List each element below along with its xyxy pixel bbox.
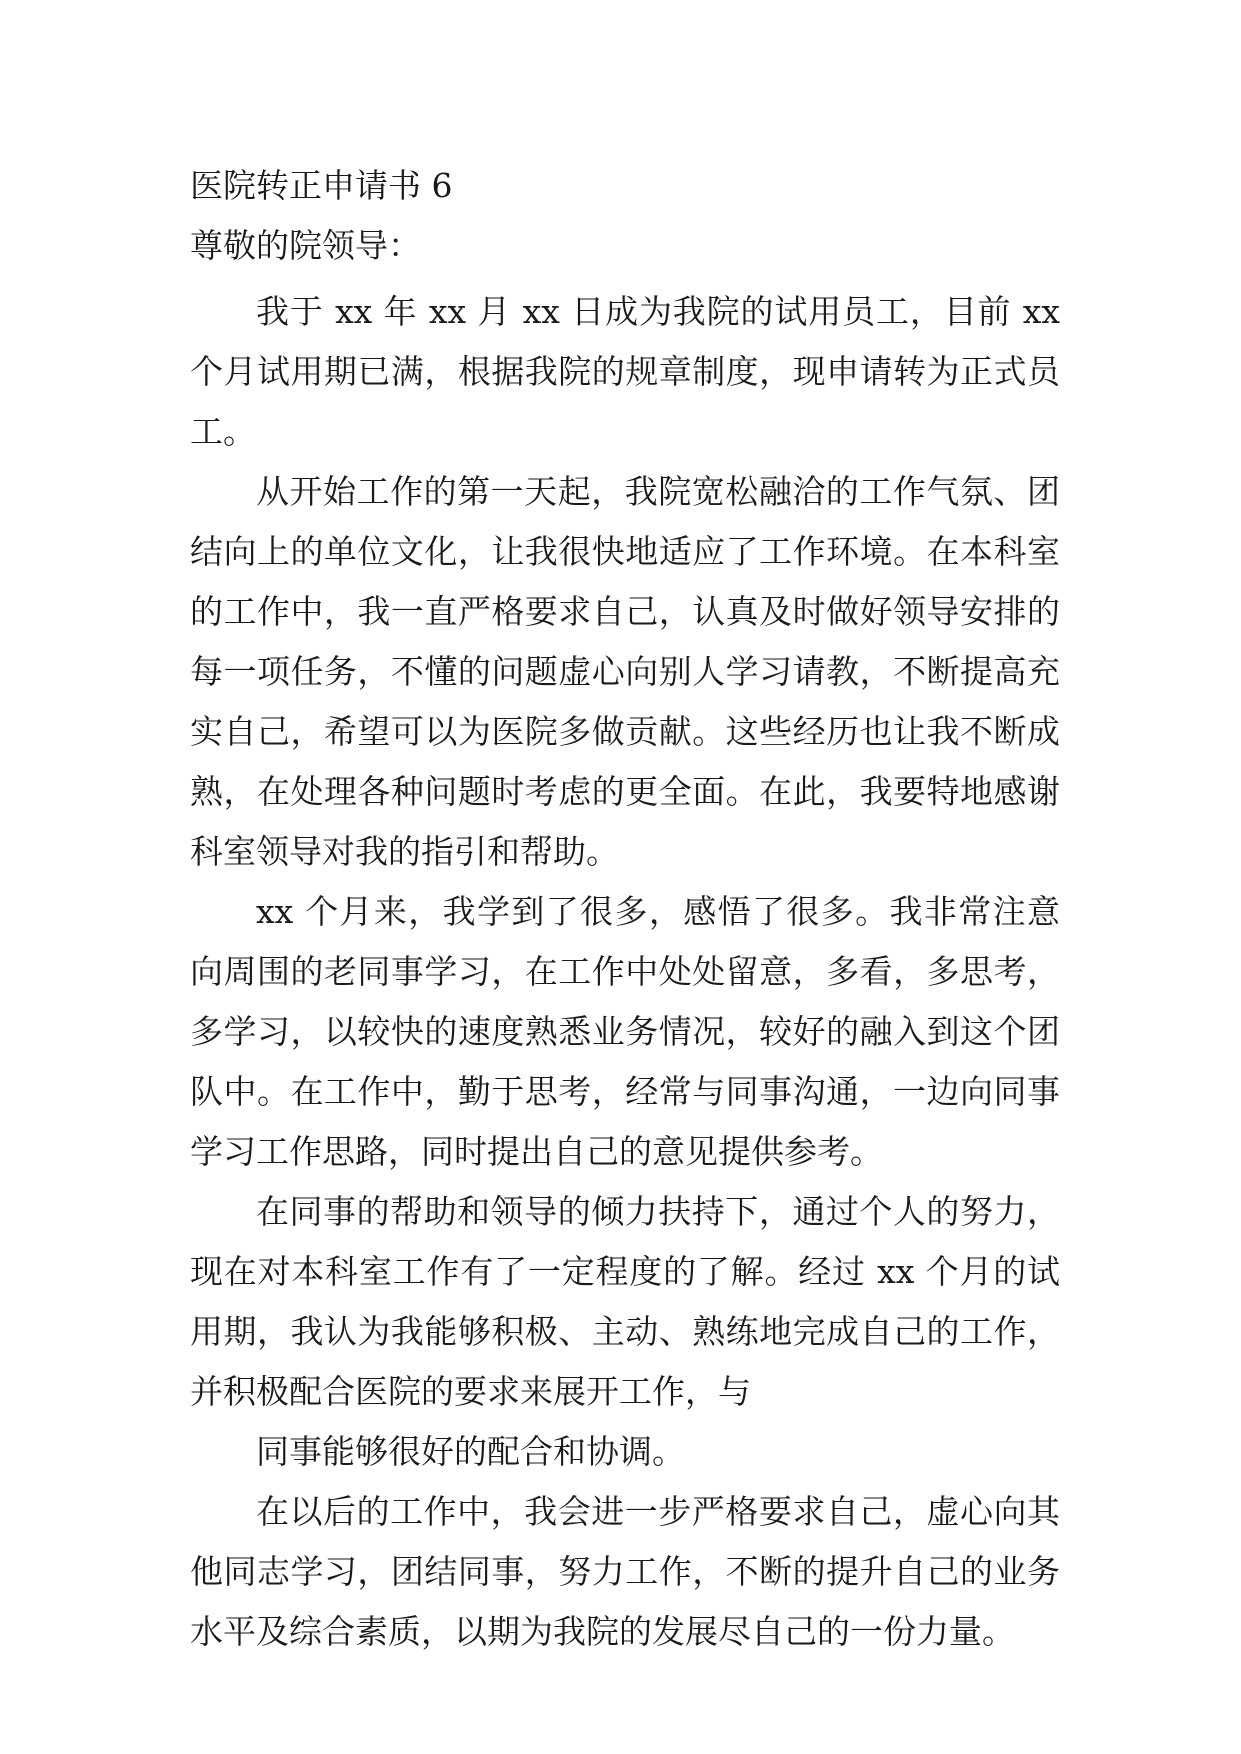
paragraph-learning: xx 个月来，我学到了很多，感悟了很多。我非常注意向周围的老同事学习，在工作中处处留意，多看，多思考，多学习，以较快的速度熟悉业务情况，较好的融入到这个团队中。在工作中，勤于思考，经常与同事沟通，一边向同事学习工作思路，同时提出自己的意见提供参考。 [190,892,1060,1171]
salutation: 尊敬的院领导： [190,226,421,265]
paragraph-capability: 在同事的帮助和领导的倾力扶持下，通过个人的努力，现在对本科室工作有了一定程度的了解。经过 xx 个月的试用期，我认为我能够积极、主动、熟练地完成自己的工作，并积极配合医院的要求来展开工作，与 [190,1192,1060,1411]
paragraph-probation-complete: 我于 xx 年 xx 月 xx 日成为我院的试用员工，目前 xx 个月试用期已满，根据我院的规章制度，现申请转为正式员工。 [190,292,1060,451]
paragraph-cooperation: 同事能够很好的配合和协调。 [256,1432,685,1471]
document-title: 医院转正申请书 6 [190,166,453,205]
paragraph-future-commitment: 在以后的工作中，我会进一步严格要求自己，虚心向其他同志学习，团结同事，努力工作，不断的提升自己的业务水平及综合素质，以期为我院的发展尽自己的一份力量。 [190,1492,1060,1651]
document-body [190,282,1060,1662]
paragraph-work-experience: 从开始工作的第一天起，我院宽松融洽的工作气氛、团结向上的单位文化，让我很快地适应了工作环境。在本科室的工作中，我一直严格要求自己，认真及时做好领导安排的每一项任务，不懂的问题虚心向别人学习请教，不断提高充实自己，希望可以为医院多做贡献。这些经历也让我不断成熟，在处理各种问题时考虑的更全面。在此，我要特地感谢科室领导对我的指引和帮助。 [190,472,1060,871]
